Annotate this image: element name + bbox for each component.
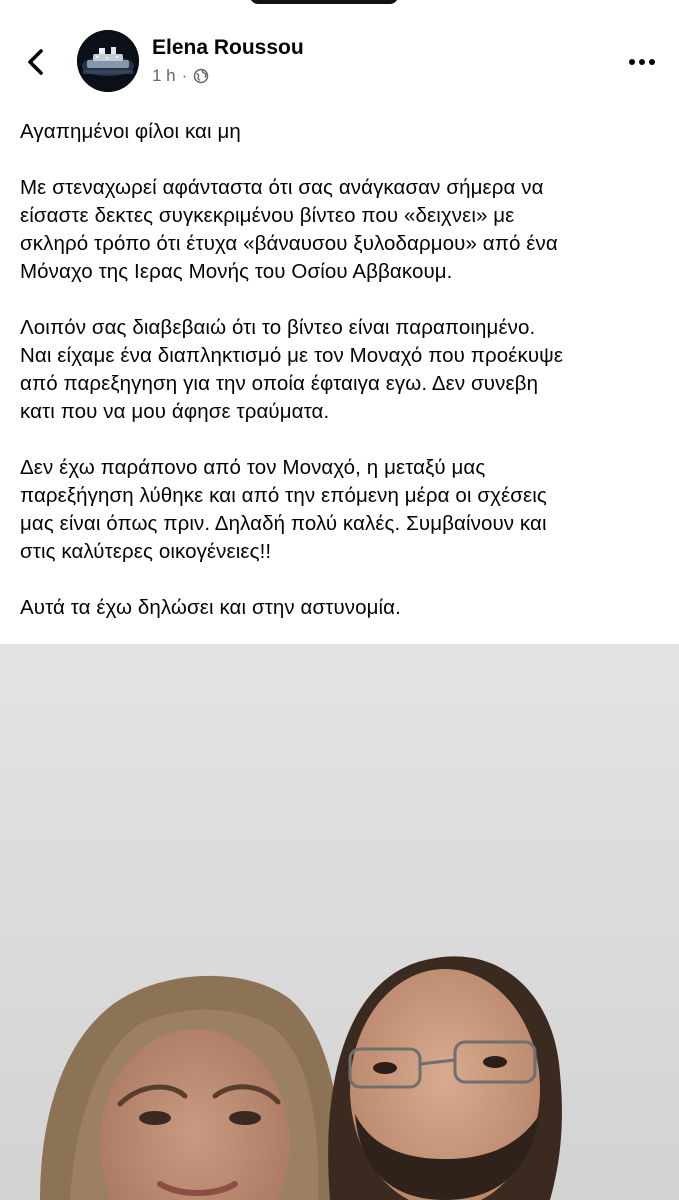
post-paragraph: Αγαπημένοι φίλοι και μη xyxy=(20,120,241,143)
more-options-button[interactable] xyxy=(622,46,662,78)
back-button[interactable] xyxy=(20,46,52,78)
post-paragraph: Με στεναχωρεί αφάνταστα ότι σας ανάγκασαν σήμερα να είσαστε δεκτες συγκεκριμένου βίντεο που «δειχνει» με σκληρό τρόπο ότι έτυχα «βάναυσου ξυλοδαρμου» από ένα Μόναχο της Ιερας Μονής του Οσίου Αββακουμ. xyxy=(20,176,558,283)
post-meta xyxy=(152,66,209,86)
avatar[interactable] xyxy=(77,30,139,92)
post-body xyxy=(20,118,670,650)
post-paragraph: Αυτά τα έχω δηλώσει και στην αστυνομία. xyxy=(20,596,401,619)
author-name[interactable]: Elena Roussou xyxy=(152,36,304,59)
post-paragraph: Λοιπόν σας διαβεβαιώ ότι το βίντεο είναι παραποιημένο. Ναι είχαμε ένα διαπληκτισμό με τον Μοναχό που προέκυψε από παρεξηγηση για την οποία έφταιγα εγω. Δεν συνεβη κατι που να μου άφησε τραύματα. xyxy=(20,316,564,423)
post-paragraph: Δεν έχω παράπονο από τον Μοναχό, η μεταξύ μας παρεξήγηση λύθηκε και από την επόμενη μέρα οι σχέσεις μας είναι όπως πριν. Δηλαδή πολύ καλές. Συμβαίνουν και στις καλύτερες οικογένειες!! xyxy=(20,456,547,563)
meta-separator: · xyxy=(181,66,188,85)
post-header xyxy=(0,0,679,110)
post-timestamp[interactable]: 1 h xyxy=(152,66,176,85)
selfie-photo xyxy=(0,644,679,1200)
globe-icon[interactable] xyxy=(193,68,209,84)
avatar-image xyxy=(77,30,139,92)
more-horizontal-icon xyxy=(628,58,656,66)
chevron-left-icon xyxy=(26,48,46,76)
post-photo[interactable] xyxy=(0,644,679,1200)
